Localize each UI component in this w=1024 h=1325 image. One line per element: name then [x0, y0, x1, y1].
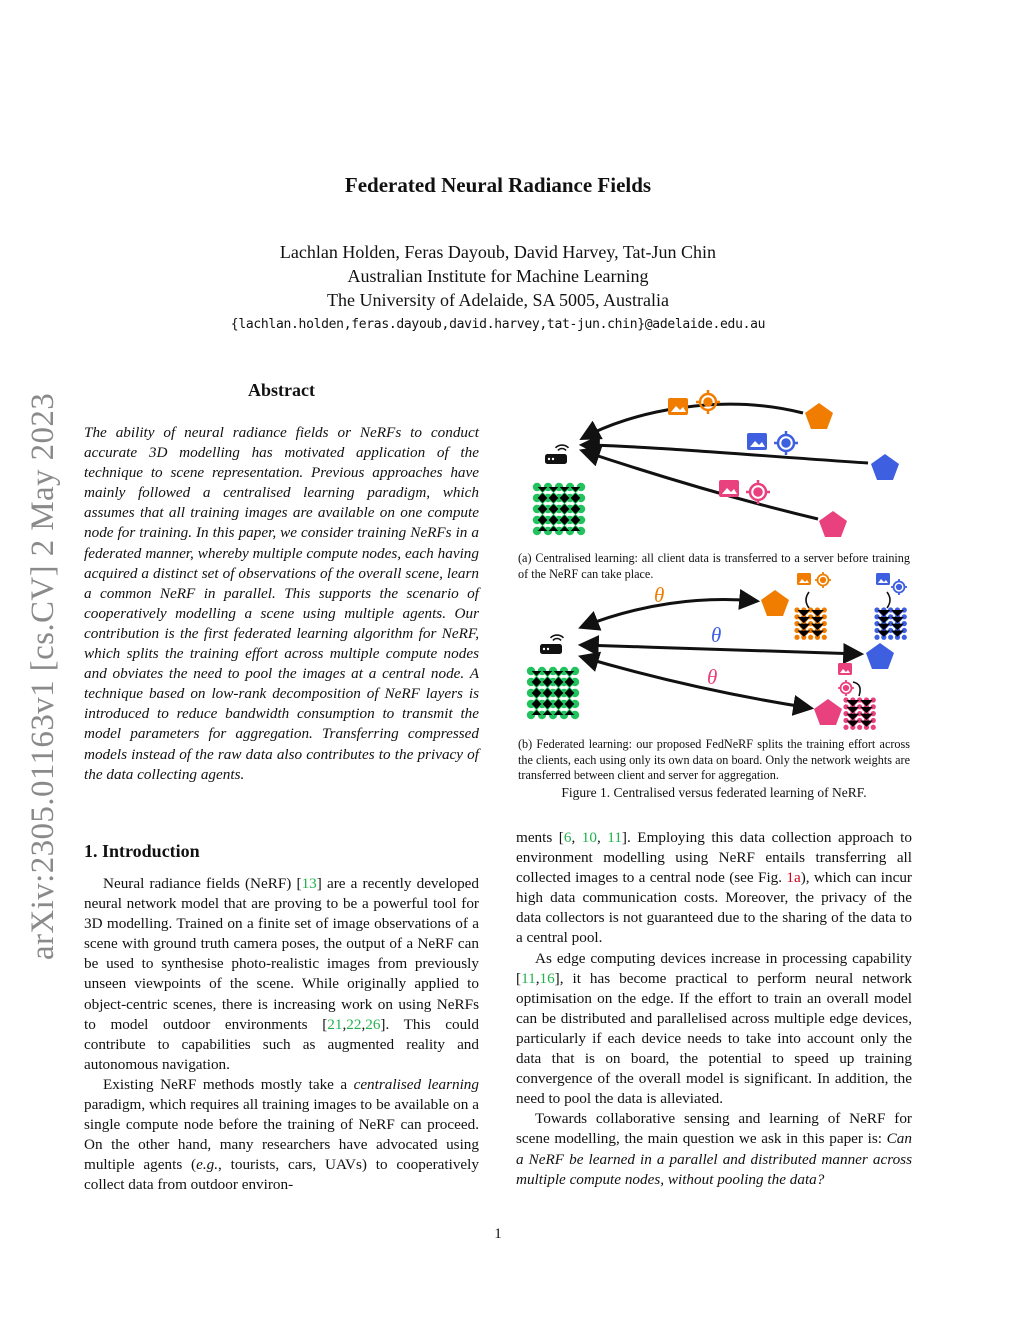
- blue-local-link: [887, 592, 890, 608]
- affiliation-institute: Australian Institute for Machine Learning: [347, 266, 649, 286]
- section-heading-introduction: 1. Introduction: [84, 841, 200, 861]
- client-blue-pentagon-icon: [871, 454, 899, 480]
- abstract-heading: Abstract: [248, 380, 315, 400]
- figure-1a-caption: (a) Centralised learning: all client data is transferred to a server before training of the NeRF can take place.: [518, 551, 910, 581]
- arrow-pink-client: [583, 451, 818, 519]
- citation-link[interactable]: 13: [301, 875, 317, 892]
- authors: Lachlan Holden, Feras Dayoub, David Harvey, Tat-Jun Chin: [279, 242, 717, 262]
- figure-1a-centralised: [533, 390, 899, 537]
- server-nerf-network-icon: [533, 483, 585, 535]
- theta-blue-label: θ: [711, 623, 722, 647]
- pink-images-icon: [838, 663, 852, 675]
- figure-reference-link[interactable]: 1a: [786, 869, 801, 887]
- server-router-icon: [540, 635, 564, 654]
- blue-camera-pose-icon: [774, 431, 798, 455]
- intro-left-column: [84, 874, 479, 1196]
- citation-link[interactable]: 16: [539, 969, 555, 987]
- figure-1-title: Figure 1. Centralised versus federated learning of NeRF.: [561, 785, 867, 800]
- citation-link[interactable]: 11: [521, 969, 536, 987]
- abstract-text: The ability of neural radiance fields or NeRFs to conduct accurate 3D modelling has motivated application of the technique to scene representation. Previous approaches have mainly followed a centralised learning paradigm, which assumes that all training images are available on one compute node for training. In this paper, we consider training NeRFs in a federated manner, whereby multiple compute nodes, each having acquired a distinct set of observations of the overall scene, learn a common NeRF in parallel. This supports the scenario of cooperatively modelling a scene using multiple agents. Our contribution is the first federated learning algorithm for NeRF, which splits the training effort across multiple compute nodes and obviates the need to pool the images at a central node. A technique based on low-rank decomposition of NeRF layers is introduced to reduce bandwidth consumption to transmit the model parameters for aggregation. Transferring compressed models instead of the raw data also contributes to the privacy of the data collecting agents.: [84, 424, 479, 783]
- server-router-icon: [545, 445, 569, 464]
- pink-images-icon: [719, 480, 739, 497]
- figure-1b-caption: (b) Federated learning: our proposed FedNeRF splits the training effort across the clients, each using only its own data on board. Only the network weights are transferred between client and server for aggregation.: [518, 737, 910, 782]
- arxiv-identifier: arXiv:2305.01163v1 [cs.CV] 2 May 2023: [25, 392, 61, 960]
- arrow-orange-client: [583, 404, 803, 438]
- server-nerf-network-icon: [527, 667, 579, 719]
- orange-images-icon: [668, 398, 688, 415]
- intro-paragraph-3: As edge computing devices increase in processing capability [11,16], it has become practical to perform neural network optimisation on the edge. If the effort to train an overall model can be distributed and parallelised across multiple edge devices, particularly if each device needs to take into account only the data that is on board, the potential to speed up training convergence of the overall model is significant. In addition, the need to pool the data is alleviated.: [516, 949, 912, 1108]
- client-blue-pentagon-icon: [866, 643, 894, 669]
- arrow-blue-theta: [582, 645, 860, 654]
- intro-paragraph-2: Existing NeRF methods mostly take a centralised learning paradigm, which requires all training images to be available on a single compute node before the training of NeRF can proceed. On the other hand, many researchers have advocated using multiple agents (e.g., tourists, cars, UAVs) to cooperatively collect data from outdoor environ-: [84, 1075, 479, 1194]
- pink-camera-pose-icon: [746, 480, 770, 504]
- intro-paragraph-1: Neural radiance fields (NeRF) [13] are a recently developed neural network model that are proving to be a powerful tool for 3D modelling. Trained on a finite set of image observations of a scene with ground truth camera poses, the output of a NeRF can be used to synthesise photo-realistic images from previously unseen viewpoints of the scene. While originally applied to object-centric scenes, there is increasing work on using NeRFs to model outdoor environments [21,22,26]. This could contribute to capabilities such as augmented reality and autonomous navigation.: [84, 875, 480, 1073]
- pink-camera-pose-icon: [838, 680, 854, 696]
- pink-local-link: [853, 682, 860, 696]
- intro-paragraph-2-continued: ments [6, 10, 11]. Employing this data collection approach to environment modelling using NeRF entails transferring all collected images to a central node (see Fig. 1a), which can incur high data communication costs. Moreover, the privacy of the data collectors is not guaranteed due to the sharing of the data to a central pool.: [516, 829, 912, 947]
- theta-pink-label: θ: [707, 665, 718, 689]
- client-pink-pentagon-icon: [819, 511, 847, 537]
- blue-images-icon: [747, 433, 767, 450]
- author-emails: {lachlan.holden,feras.dayoub,david.harvey,tat-jun.chin}@adelaide.edu.au: [230, 317, 766, 332]
- client-orange-pentagon-icon: [805, 403, 833, 429]
- figure-1b-federated: [527, 572, 907, 730]
- citation-link[interactable]: 10: [581, 829, 597, 846]
- intro-paragraph-4: Towards collaborative sensing and learning of NeRF for scene modelling, the main question we ask in this paper is: Can a NeRF be learned in a parallel and distributed manner across multiple compute nodes, without pooling the data?: [516, 1110, 912, 1188]
- orange-local-nerf-icon: [794, 607, 826, 639]
- client-pink-pentagon-icon: [814, 699, 842, 725]
- blue-local-nerf-icon: [874, 607, 906, 639]
- citation-link[interactable]: 26: [365, 1015, 381, 1033]
- client-orange-pentagon-icon: [761, 590, 789, 616]
- intro-right-column: [516, 828, 912, 1190]
- citation-link[interactable]: 6: [563, 829, 572, 846]
- affiliation-university: The University of Adelaide, SA 5005, Australia: [327, 290, 669, 310]
- orange-camera-pose-icon: [696, 390, 720, 414]
- page-number: 1: [494, 1226, 502, 1242]
- paper-title: Federated Neural Radiance Fields: [344, 173, 652, 197]
- pink-local-nerf-icon: [843, 697, 875, 729]
- arrow-orange-theta: [582, 600, 756, 627]
- arrow-blue-client: [583, 445, 868, 463]
- citation-link[interactable]: 11: [607, 829, 622, 846]
- orange-local-link: [806, 592, 809, 608]
- theta-orange-label: θ: [654, 583, 665, 607]
- citation-link[interactable]: 21: [327, 1015, 343, 1033]
- citation-link[interactable]: 22: [346, 1015, 362, 1033]
- arrow-pink-theta: [582, 657, 810, 708]
